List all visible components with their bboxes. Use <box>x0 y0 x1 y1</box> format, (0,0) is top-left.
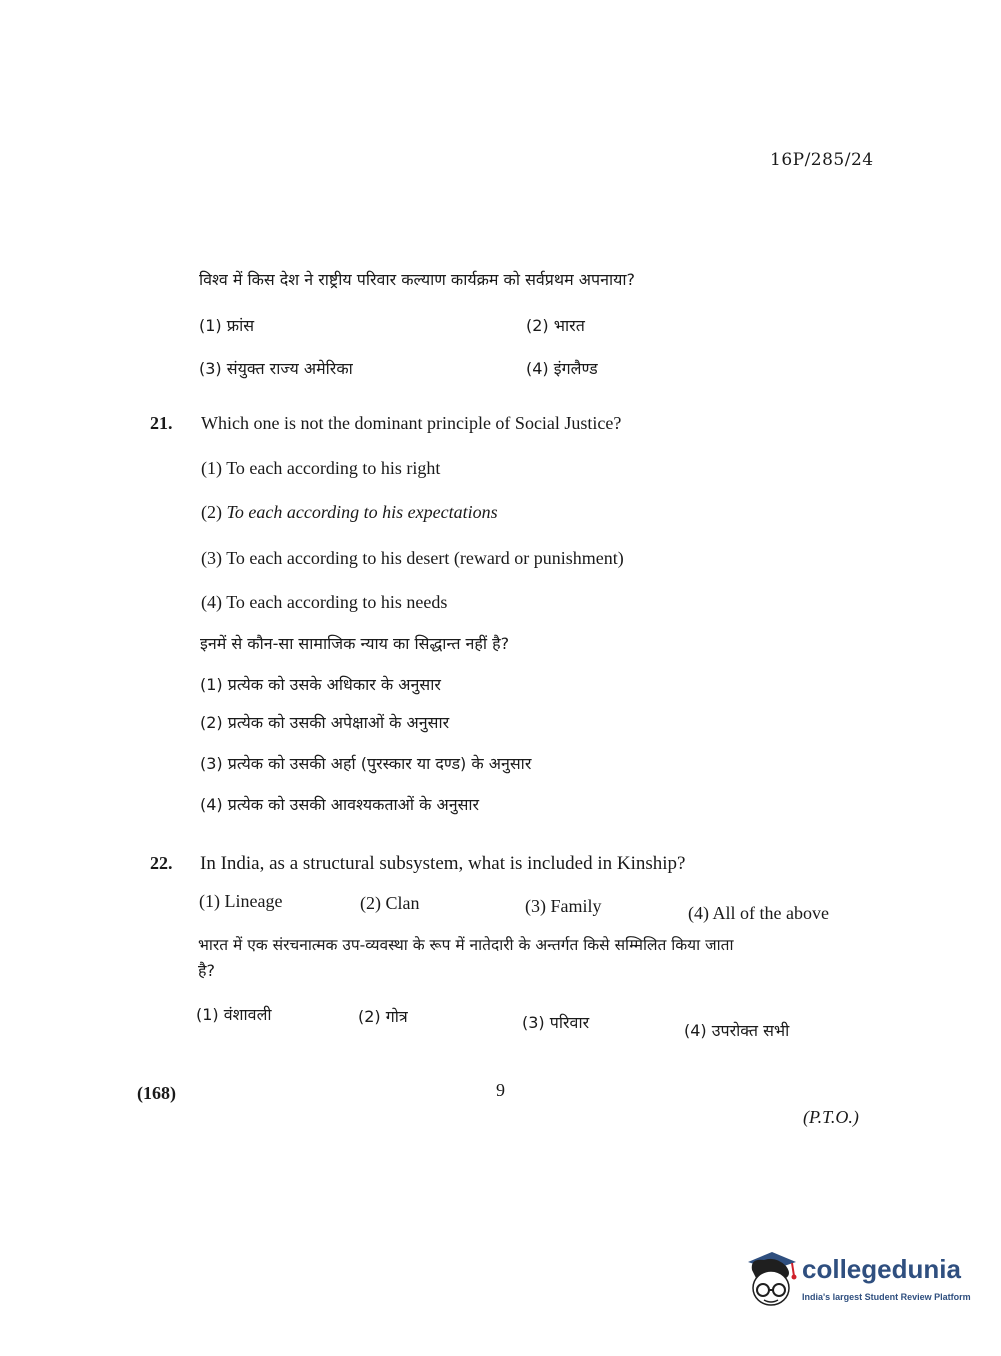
option-text: इंगलैण्ड <box>553 359 598 378</box>
option-number: (2) <box>360 893 381 913</box>
option-text: To each according to his desert (reward or punishment) <box>226 548 624 568</box>
brand-name: collegedunia <box>802 1254 961 1284</box>
option-number: (1) <box>196 1005 219 1024</box>
q21-number: 21. <box>150 413 173 433</box>
q21-hindi-option-3 <box>200 752 531 774</box>
q22-number: 22. <box>150 853 173 873</box>
option-number: (4) <box>201 592 222 612</box>
option-text: गोत्र <box>385 1007 408 1026</box>
option-text: Clan <box>385 893 420 913</box>
option-number: (2) <box>200 713 223 732</box>
q22-hindi-option-3 <box>522 1011 589 1033</box>
option-text: To each according to his right <box>226 458 441 478</box>
option-text: प्रत्येक को उसकी अर्हा (पुरस्कार या दण्ड) के अनुसार <box>227 754 532 773</box>
q22-hindi-option-4 <box>684 1019 789 1041</box>
option-number: (4) <box>684 1021 707 1040</box>
option-number: (2) <box>358 1007 381 1026</box>
q20-option-3 <box>199 357 353 379</box>
q20-option-1 <box>199 314 254 336</box>
option-number: (1) <box>200 675 223 694</box>
option-number: (1) <box>201 458 222 478</box>
q21-hindi-option-1 <box>200 673 441 695</box>
q21-option-4 <box>201 592 447 613</box>
q20-option-2 <box>526 314 585 336</box>
option-number: (3) <box>201 548 222 568</box>
q22-option-3 <box>525 896 602 917</box>
option-text: प्रत्येक को उसकी आवश्यकताओं के अनुसार <box>227 795 480 814</box>
option-text: उपरोक्त सभी <box>711 1021 790 1040</box>
option-number: (1) <box>199 891 220 911</box>
q22-hindi-question-line-1: भारत में एक संरचनात्मक उप-व्यवस्था के रूप में नातेदारी के अन्तर्गत किसे सम्मिलित किया जाता <box>198 936 734 954</box>
option-text: संयुक्त राज्य अमेरिका <box>226 359 353 378</box>
q22-option-4 <box>688 903 829 924</box>
option-text: परिवार <box>549 1013 590 1032</box>
option-text: प्रत्येक को उसके अधिकार के अनुसार <box>227 675 441 694</box>
q21-hindi-question: इनमें से कौन-सा सामाजिक न्याय का सिद्धान्त नहीं है? <box>200 634 510 653</box>
q22-option-2 <box>360 893 420 914</box>
option-number: (4) <box>688 903 709 923</box>
option-text: Family <box>550 896 602 916</box>
q21-hindi-option-4 <box>200 793 479 815</box>
option-text: वंशावली <box>223 1005 272 1024</box>
option-text: Lineage <box>224 891 283 911</box>
option-number: (3) <box>200 754 223 773</box>
option-number: (4) <box>526 359 549 378</box>
option-text: प्रत्येक को उसकी अपेक्षाओं के अनुसार <box>227 713 450 732</box>
option-number: (3) <box>522 1013 545 1032</box>
q22-question: In India, as a structural subsystem, what is included in Kinship? <box>200 853 686 874</box>
collegedunia-logo <box>742 1248 972 1312</box>
q21-hindi-option-2 <box>200 711 449 733</box>
paper-code: 16P/285/24 <box>770 150 874 170</box>
option-number: (3) <box>199 359 222 378</box>
q21-option-3 <box>201 548 624 569</box>
option-number: (4) <box>200 795 223 814</box>
q22-hindi-question-line-2: है? <box>198 961 215 980</box>
option-text: To each according to his needs <box>226 592 448 612</box>
q20-option-4 <box>526 357 598 379</box>
q21-option-1 <box>201 458 440 479</box>
option-text: To each according to his expectations <box>226 502 498 522</box>
q21-option-2 <box>201 502 498 523</box>
q21-question: Which one is not the dominant principle of Social Justice? <box>201 413 622 433</box>
option-text: All of the above <box>712 903 829 923</box>
footer-code: (168) <box>137 1083 176 1103</box>
option-text: फ्रांस <box>226 316 255 335</box>
q22-hindi-option-1 <box>196 1003 272 1025</box>
option-number: (1) <box>199 316 222 335</box>
page-number: 9 <box>496 1080 505 1100</box>
pto-label: (P.T.O.) <box>803 1107 859 1127</box>
q22-option-1 <box>199 891 282 912</box>
q22-hindi-option-2 <box>358 1005 408 1027</box>
option-number: (2) <box>201 502 222 522</box>
brand-tagline: India's largest Student Review Platform <box>802 1292 971 1302</box>
option-text: भारत <box>553 316 585 335</box>
option-number: (2) <box>526 316 549 335</box>
mascot-icon <box>742 1248 800 1312</box>
option-number: (3) <box>525 896 546 916</box>
q20-hindi-question: विश्व में किस देश ने राष्ट्रीय परिवार कल्याण कार्यक्रम को सर्वप्रथम अपनाया? <box>199 270 636 289</box>
